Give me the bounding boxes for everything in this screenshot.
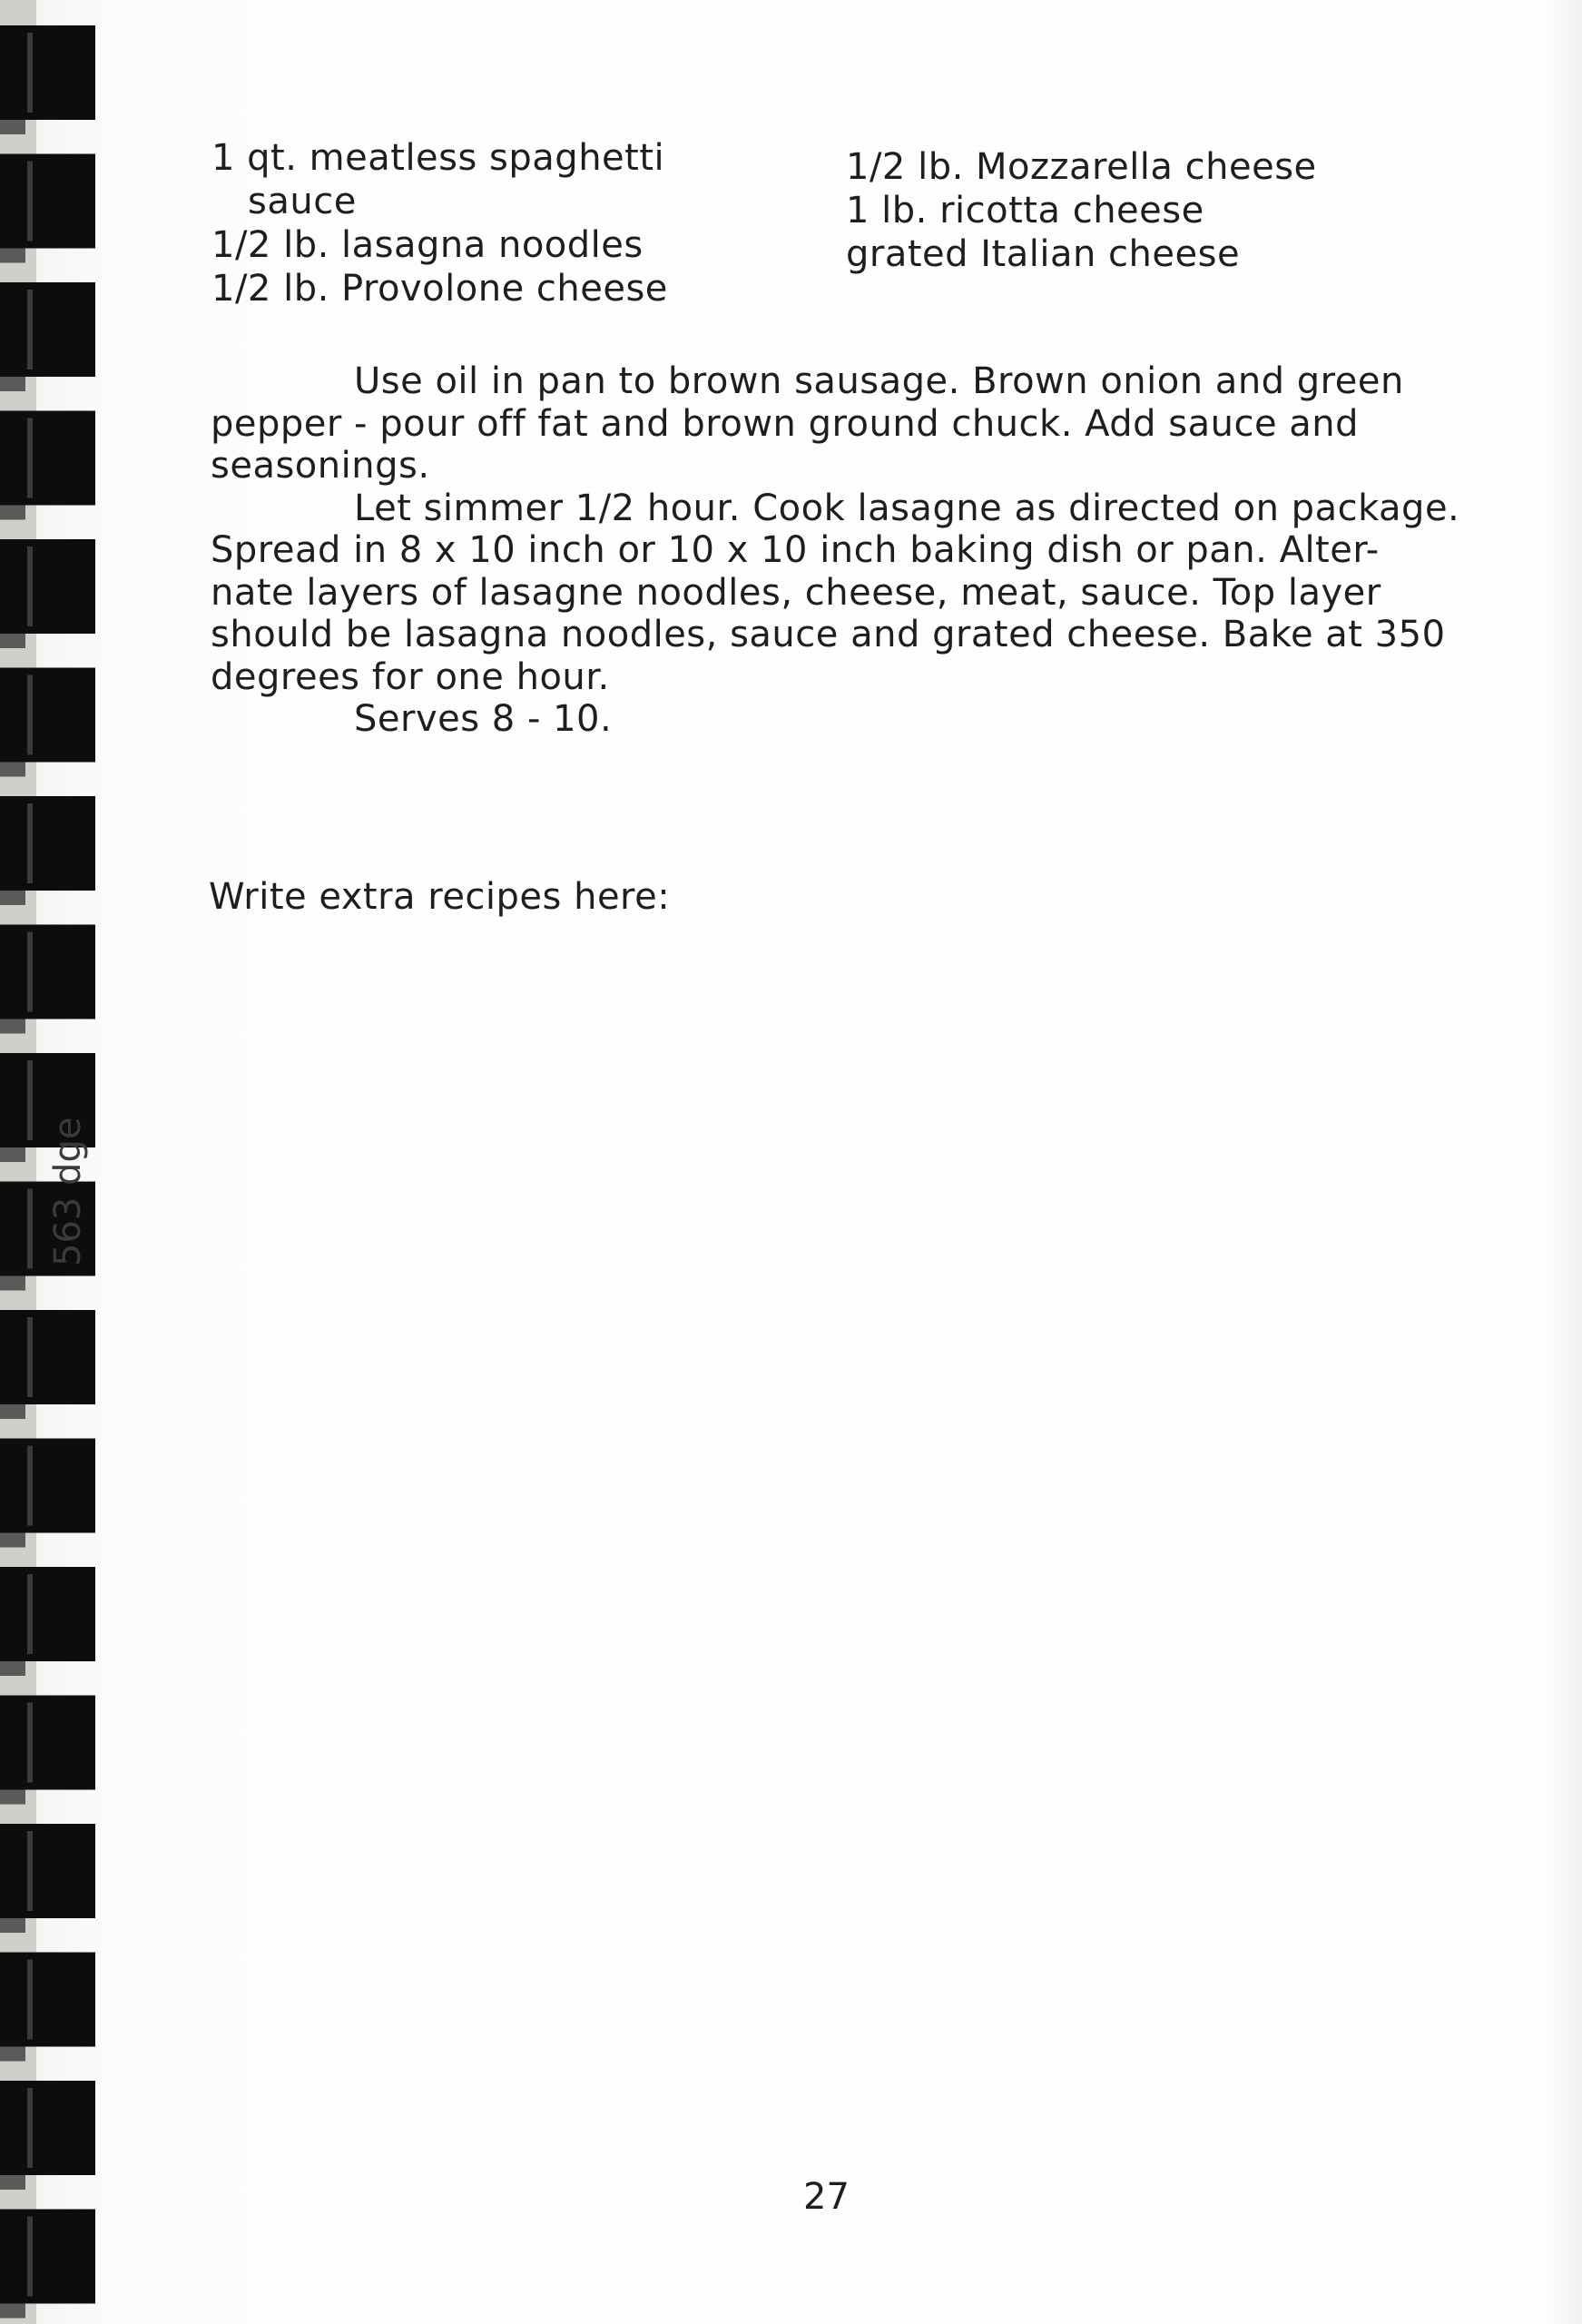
instruction-line: Let simmer 1/2 hour. Cook lasagne as directed on package.	[354, 487, 1460, 529]
binding-ring	[0, 668, 95, 777]
instruction-line: Use oil in pan to brown sausage. Brown onion and green	[354, 360, 1404, 402]
ingredients-left-column	[211, 136, 668, 310]
instruction-line: pepper - pour off fat and brown ground chuck. Add sauce and	[211, 402, 1360, 445]
instruction-line: should be lasagna noodles, sauce and grated cheese. Bake at 350	[211, 614, 1446, 655]
ingredient-line: 1 qt. meatless spaghetti	[211, 137, 665, 179]
ingredient-line: 1/2 lb. Provolone cheese	[211, 268, 668, 310]
ingredient-line: grated Italian cheese	[846, 233, 1241, 275]
binding-ring	[0, 25, 95, 134]
instruction-line: degrees for one hour.	[211, 655, 610, 698]
ingredient-line: 1 lb. ricotta cheese	[846, 190, 1204, 231]
binding-ring	[0, 1953, 95, 2062]
recipe-instructions	[211, 360, 1481, 741]
instruction-line: Spread in 8 x 10 inch or 10 x 10 inch baking dish or pan. Alter-	[211, 529, 1380, 571]
ingredient-line: sauce	[248, 181, 357, 222]
instruction-line: Serves 8 - 10.	[354, 698, 613, 740]
binding-ring	[0, 539, 95, 648]
binding-ring	[0, 2081, 95, 2190]
binding-ring	[0, 925, 95, 1034]
binding-ring	[0, 796, 95, 905]
ingredients-right-column	[846, 145, 1317, 276]
binding-ring	[0, 1567, 95, 1676]
binding-ring	[0, 282, 95, 391]
ingredient-line: 1/2 lb. Mozzarella cheese	[846, 146, 1317, 188]
binding-ring	[0, 411, 95, 520]
page-number: 27	[803, 2176, 850, 2218]
extra-recipes-label: Write extra recipes here:	[209, 876, 671, 918]
binding-ring	[0, 1439, 95, 1548]
binding-ring	[0, 1824, 95, 1933]
binding-ring	[0, 1696, 95, 1805]
binding-ring	[0, 1310, 95, 1419]
binding-ring	[0, 2210, 95, 2319]
instruction-line: nate layers of lasagne noodles, cheese, meat, sauce. Top layer	[211, 571, 1381, 614]
ingredient-line: 1/2 lb. lasagna noodles	[211, 224, 644, 266]
instruction-line: seasonings.	[211, 445, 430, 487]
binding-ring	[0, 154, 95, 263]
binding-stamp-text: 563 dge	[47, 1117, 89, 1266]
